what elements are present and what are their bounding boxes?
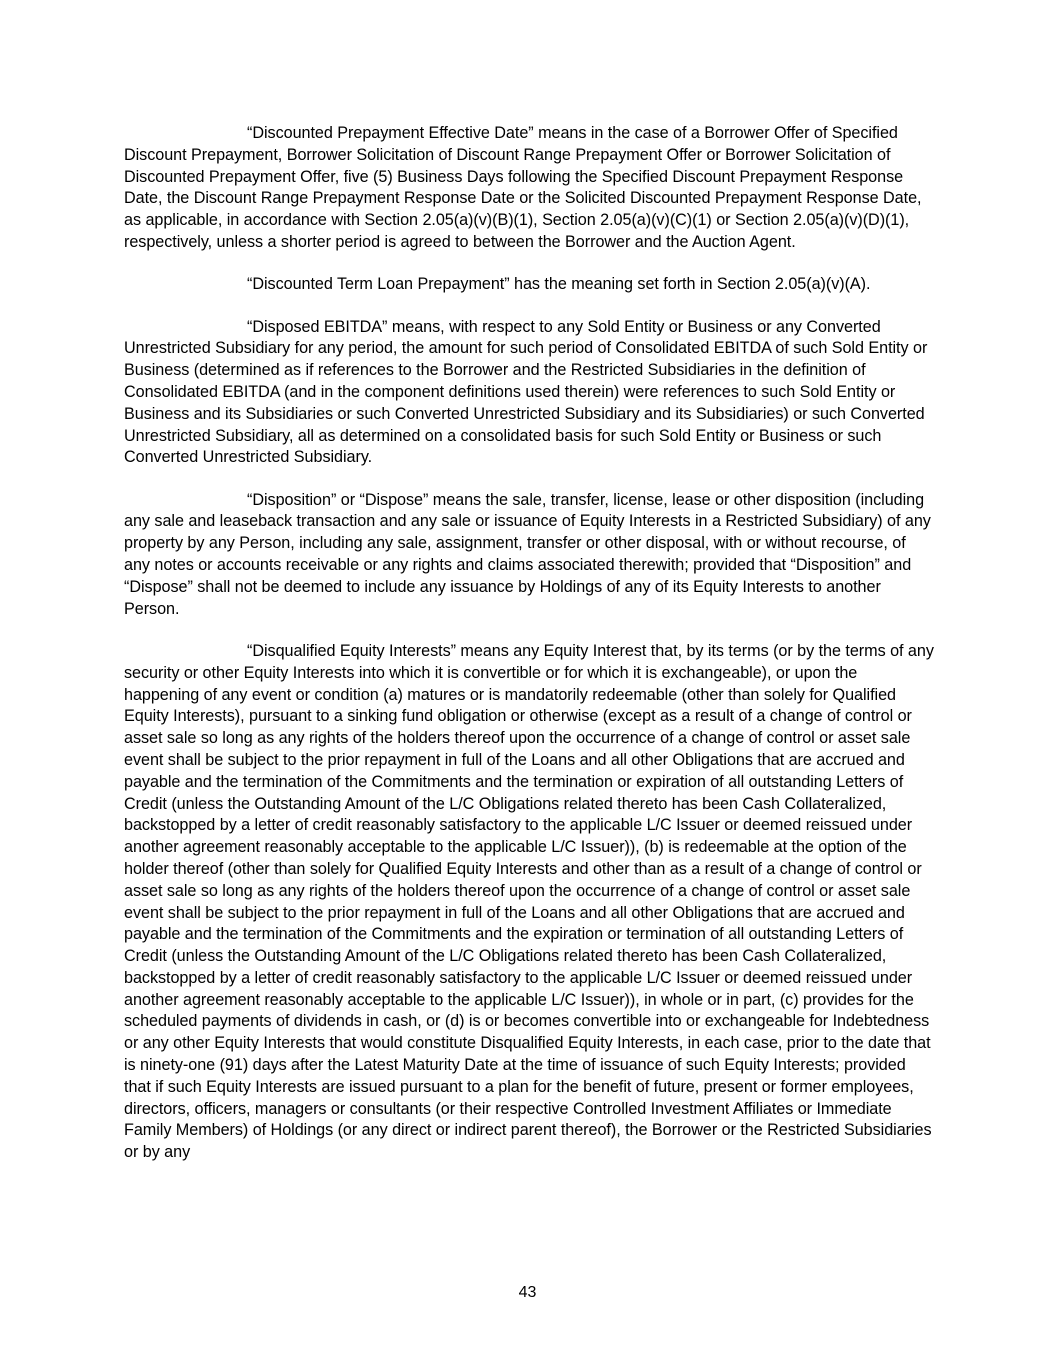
- document-page: [124, 123, 934, 1185]
- definition-text: means the sale, transfer, license, lease or other disposition (including any sale and leaseback transaction and any sale or issuance of Equity Interests in a Restricted Subsidiary) of any property by any Person, including any sale, assignment, transfer or other disposal, with or without recourse, of any notes or accounts receivable or any rights and claims associated therewith; provided that “Disposition” and “Dispose” shall not be deemed to include any issuance by Holdings of any of its Equity Interests to another Person.: [124, 490, 931, 618]
- defined-term: “Disposition” or “Dispose”: [247, 490, 429, 509]
- definition-disqualified-equity-interests: [124, 641, 934, 1164]
- definition-disposition: [124, 490, 934, 621]
- page-number: 43: [518, 1284, 537, 1301]
- definition-discounted-term-loan-prepayment: [124, 274, 934, 296]
- definition-text: means any Equity Interest that, by its terms (or by the terms of any security or other Equity Interests into which it is convertible or for which it is exchangeable), or upon the happening of any event or condition (a) matures or is mandatorily redeemable (other than solely for Qualified Equity Interests), pursuant to a sinking fund obligation or otherwise (except as a result of a change of control or asset sale so long as any rights of the holders thereof upon the occurrence of a change of control or asset sale event shall be subject to the prior repayment in full of the Loans and all other Obligations that are accrued and payable and the termination of the Commitments and the termination or expiration of all outstanding Letters of Credit (unless the Outstanding Amount of the L/C Obligations related thereto has been Cash Collateralized, backstopped by a letter of credit reasonably satisfactory to the applicable L/C Issuer or deemed reissued under another agreement reasonably acceptable to the applicable L/C Issuer)), (b) is redeemable at the option of the holder thereof (other than solely for Qualified Equity Interests and other than as a result of a change of control or asset sale so long as any rights of the holders thereof upon the occurrence of a change of control or asset sale event shall be subject to the prior repayment in full of the Loans and all other Obligations that are accrued and payable and the termination of the Commitments and the expiration or termination of all outstanding Letters of Credit (unless the Outstanding Amount of the L/C Obligations related thereto has been Cash Collateralized, backstopped by a letter of credit reasonably satisfactory to the applicable L/C Issuer or deemed reissued under another agreement reasonably acceptable to the applicable L/C Issuer)), in whole or in part, (c) provides for the scheduled payments of dividends in cash, or (d) is or becomes convertible into or exchangeable for Indebtedness or any other Equity Interests that would constitute Disqualified Equity Interests, in each case, prior to the date that is ninety-one (91) days after the Latest Maturity Date at the time of issuance of such Equity Interests; provided that if such Equity Interests are issued pursuant to a plan for the benefit of future, present or former employees, directors, officers, managers or consultants (or their respective Controlled Investment Affiliates or Immediate Family Members) of Holdings (or any direct or indirect parent thereof), the Borrower or the Restricted Subsidiaries or by any: [124, 641, 934, 1162]
- defined-term: “Discounted Prepayment Effective Date”: [247, 124, 534, 142]
- defined-term: “Disposed EBITDA”: [247, 317, 388, 336]
- definition-disposed-ebitda: [124, 317, 934, 470]
- definition-text: has the meaning set forth in Section 2.05(a)(v)(A).: [509, 275, 871, 294]
- defined-term: “Discounted Term Loan Prepayment”: [247, 275, 510, 294]
- definition-text: means in the case of a Borrower Offer of Specified Discount Prepayment, Borrower Solicitation of Discount Range Prepayment Offer or Borrower Solicitation of Discounted Prepayment Offer, five (5) Business Days following the Specified Discount Prepayment Response Date, the Discount Range Prepayment Response Date or the Solicited Discounted Prepayment Response Date, as applicable, in accordance with Section 2.05(a)(v)(B)(1), Section 2.05(a)(v)(C)(1) or Section 2.05(a)(v)(D)(1), respectively, unless a shorter period is agreed to between the Borrower and the Auction Agent.: [124, 124, 922, 251]
- definition-discounted-prepayment-effective-date: [124, 123, 934, 254]
- definition-text: means, with respect to any Sold Entity or Business or any Converted Unrestricted Subsidiary for any period, the amount for such period of Consolidated EBITDA of such Sold Entity or Business (determined as if references to the Borrower and the Restricted Subsidiaries in the definition of Consolidated EBITDA (and in the component definitions used therein) were references to such Sold Entity or Business and its Subsidiaries or such Converted Unrestricted Subsidiary and its Subsidiaries) or such Converted Unrestricted Subsidiary, all as determined on a consolidated basis for such Sold Entity or Business or such Converted Unrestricted Subsidiary.: [124, 317, 928, 467]
- defined-term: “Disqualified Equity Interests”: [247, 641, 456, 660]
